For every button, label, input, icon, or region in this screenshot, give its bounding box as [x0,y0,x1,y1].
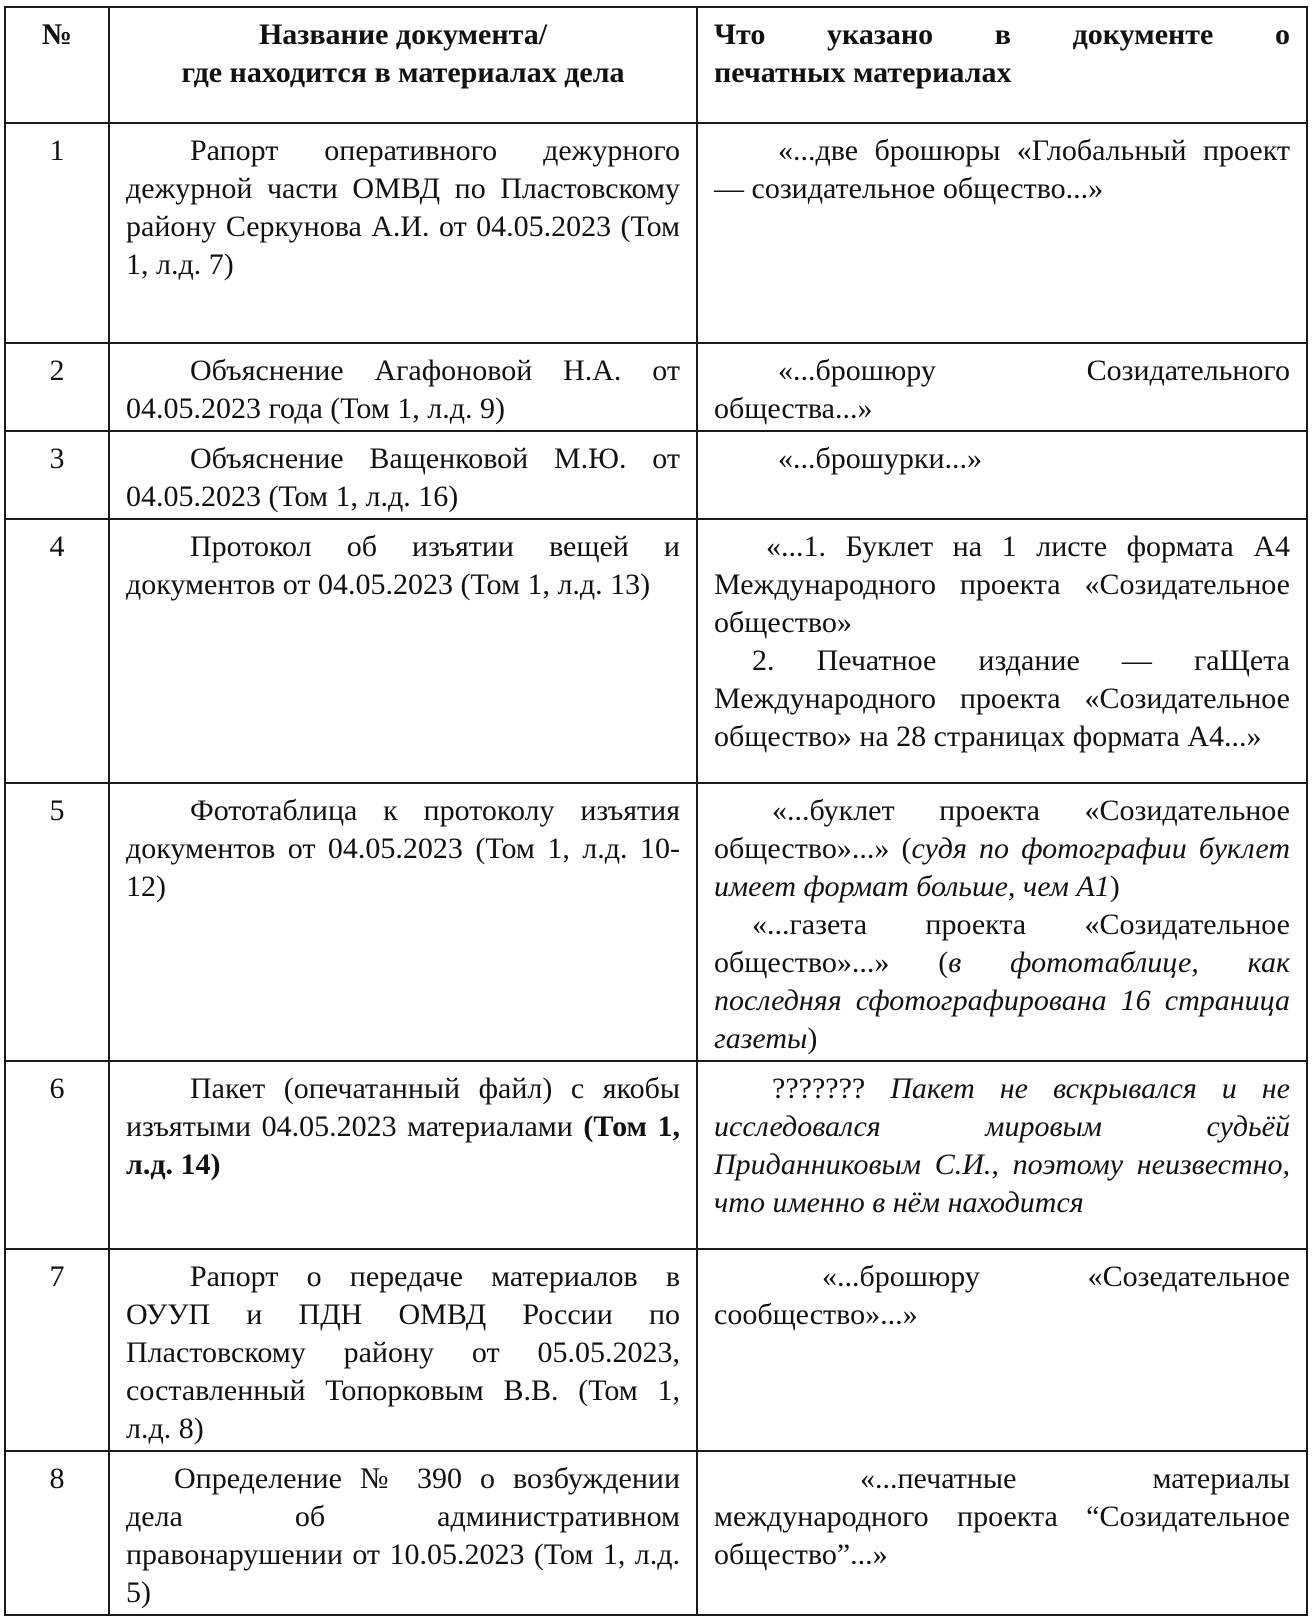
table-header-row [5,7,1307,123]
row-document-name: Рапорт оперативного дежурного дежурной части ОМВД по Пластовскому району Серкунова А.И. от 04.05.2023 (Том 1, л.д. 7) [109,123,697,343]
table-row [5,123,1307,343]
row-document-name: Протокол об изъятии вещей и документов от 04.05.2023 (Том 1, л.д. 13) [109,519,697,783]
row-number: 3 [5,431,109,519]
header-desc-line2: печатных материалах [714,56,1012,89]
volume-reference: Том 1, л.д. 14 [126,1110,680,1181]
row-description-part2: 2. Печатное издание — гаЩета Международного проекта «Созидательное общество» на 28 страницах формата А4...» [714,644,1290,753]
row-number: 2 [5,343,109,431]
header-desc-line1: Что указано в документе о [714,18,1290,51]
row-number: 5 [5,783,109,1061]
row-description [697,1061,1307,1249]
table-row [5,783,1307,1061]
row-number: 7 [5,1249,109,1451]
table-row [5,1451,1307,1615]
row-document-name: Пакет (опечатанный файл) с якобы изъятыми 04.05.2023 материалами (Том 1, л.д. 14) [109,1061,697,1249]
header-name-line2: где находится в материалах дела [181,56,625,89]
row-description [697,783,1307,1061]
row-number: 4 [5,519,109,783]
header-description [697,7,1307,123]
quote-text: «...газета проекта «Созидательное общество»...» [714,908,1290,979]
row-document-name: Рапорт о передаче материалов в ОУУП и ПДН ОМВД России по Пластовскому району от 05.05.2023, составленный Топорковым В.В. (Том 1, л.д. 8) [109,1249,697,1451]
row-description: «...две брошюры «Глобальный проект — созидательное общество...» [697,123,1307,343]
header-document-name [109,7,697,123]
row-document-name: Объяснение Ващенковой М.Ю. от 04.05.2023 (Том 1, л.д. 16) [109,431,697,519]
header-name-line1: Название документа/ [258,18,548,51]
row-description: «...брошурки...» [697,431,1307,519]
row-description-part1: «...1. Буклет на 1 листе формата А4 Международного проекта «Созидательное общество» [714,530,1290,639]
row-number: 6 [5,1061,109,1249]
header-number: № [5,7,109,123]
row-document-name: Объяснение Агафоновой Н.А. от 04.05.2023 года (Том 1, л.д. 9) [109,343,697,431]
row-number: 1 [5,123,109,343]
quote-text: «...буклет проекта «Созидательное общество»...» [714,794,1290,865]
table-row [5,1061,1307,1249]
row-description-part2: «...газета проекта «Созидательное общество»...» (в фототаблице, как последняя сфотографирована 16 страница газеты) [714,908,1290,1055]
unknown-marker: ??????? [772,1072,866,1105]
note-text: в фототаблице, как последняя сфотографирована 16 страница газеты [714,946,1290,1055]
documents-table [4,6,1308,1616]
table-row [5,1249,1307,1451]
row-description: «...печатные материалы международного проекта “Созидательное общество”...» [697,1451,1307,1615]
table-row [5,519,1307,783]
row-description: «...брошюру «Созедательное сообщество»...» [697,1249,1307,1451]
note-text: Пакет не вскрывался и не исследовался мировым судьёй Приданниковым С.И., поэтому неизвестно, что именно в нём находится [714,1072,1290,1219]
table-row [5,431,1307,519]
row-description-part1: «...буклет проекта «Созидательное общество»...» (судя по фотографии буклет имеет формат больше, чем А1) [714,794,1290,903]
row-document-name: Фототаблица к протоколу изъятия документов от 04.05.2023 (Том 1, л.д. 10-12) [109,783,697,1061]
table-row [5,343,1307,431]
row-description: «...брошюру Созидательного общества...» [697,343,1307,431]
name-text: Пакет (опечатанный файл) с якобы изъятыми 04.05.2023 материалами [126,1072,680,1143]
note-text: судя по фотографии буклет имеет формат больше, чем А1 [714,832,1290,903]
row-description [697,519,1307,783]
row-number: 8 [5,1451,109,1615]
row-document-name: Определение № 390 о возбуждении дела об административном правонарушении от 10.05.2023 (Том 1, л.д. 5) [109,1451,697,1615]
